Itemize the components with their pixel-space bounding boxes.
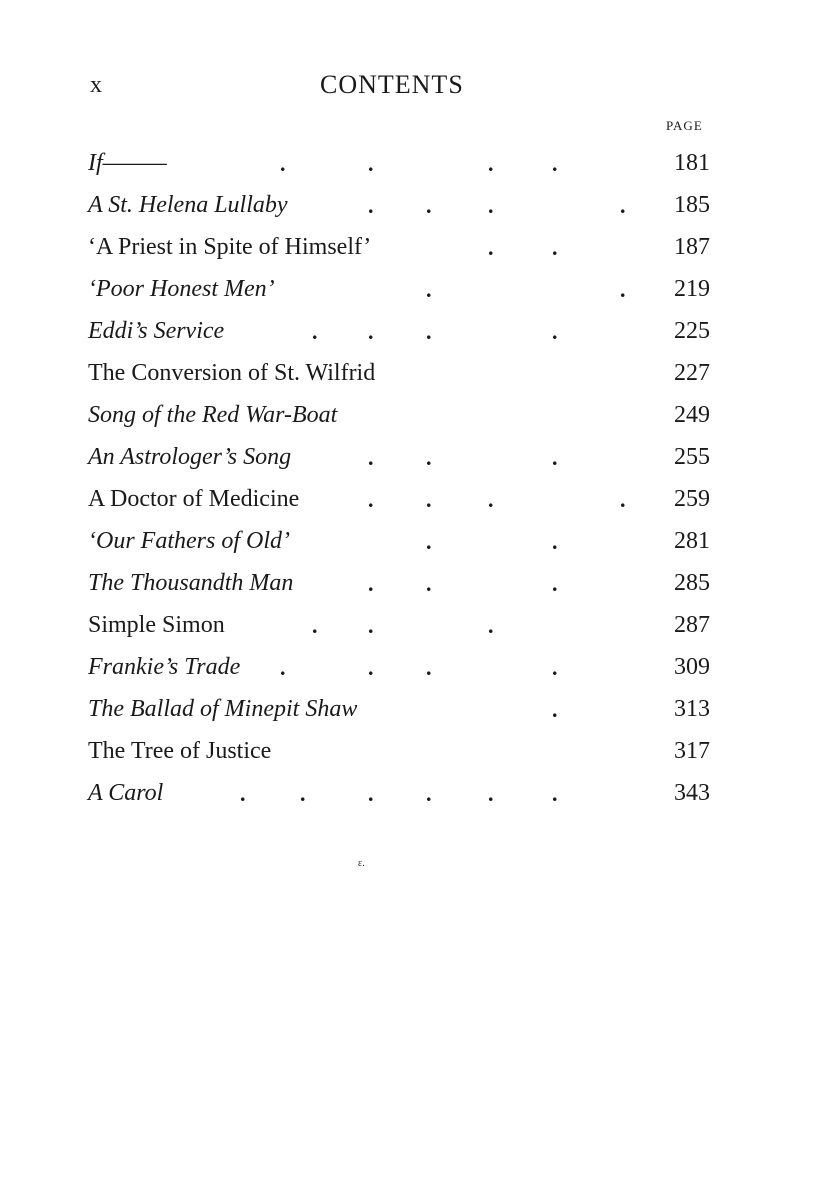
leader-dots: [88, 781, 648, 809]
toc-entry-page: 285: [674, 570, 710, 596]
leader-dot: .: [620, 193, 626, 218]
toc-entry-page: 259: [674, 486, 710, 512]
toc-entry-title: Simple Simon: [88, 612, 225, 638]
leader-dot: .: [426, 193, 432, 218]
leader-dot: .: [488, 487, 494, 512]
toc-entry-title: Frankie’s Trade: [88, 654, 241, 680]
leader-dot: .: [312, 613, 318, 638]
leader-dot: .: [552, 571, 558, 596]
toc-entry-page: 249: [674, 402, 710, 428]
toc-entry-page: 219: [674, 276, 710, 302]
toc-entry-title: ‘A Priest in Spite of Himself’: [88, 234, 372, 260]
toc-entry-page: 187: [674, 234, 710, 260]
toc-entry-page: 281: [674, 528, 710, 554]
toc-entry-page: 225: [674, 318, 710, 344]
leader-dots: [88, 655, 648, 683]
leader-dots: [88, 487, 648, 515]
leader-dot: .: [426, 319, 432, 344]
toc-entry-title: ‘Poor Honest Men’: [88, 276, 275, 302]
leader-dot: .: [552, 529, 558, 554]
leader-dot: .: [368, 613, 374, 638]
leader-dot: .: [426, 781, 432, 806]
leader-dots: [88, 445, 648, 473]
stray-mark: ε.: [358, 858, 365, 869]
leader-dots: [88, 193, 648, 221]
toc-entry-page: 317: [674, 738, 710, 764]
leader-dots: [88, 403, 648, 431]
toc-entry: [88, 523, 710, 565]
leader-dot: .: [426, 571, 432, 596]
leader-dots: [88, 277, 648, 305]
toc-entry: [88, 439, 710, 481]
leader-dot: .: [552, 697, 558, 722]
toc-entry: [88, 565, 710, 607]
toc-entry: [88, 733, 710, 775]
toc-entry: [88, 145, 710, 187]
toc-entry: [88, 649, 710, 691]
toc-entry-title: The Tree of Justice: [88, 738, 272, 764]
leader-dot: .: [426, 655, 432, 680]
toc-entry-page: 255: [674, 444, 710, 470]
leader-dot: .: [488, 781, 494, 806]
leader-dot: .: [368, 445, 374, 470]
leader-dot: .: [620, 277, 626, 302]
toc-entry-title: Eddi’s Service: [88, 318, 225, 344]
toc-entry: [88, 397, 710, 439]
leader-dot: .: [280, 151, 286, 176]
leader-dot: .: [368, 781, 374, 806]
leader-dot: .: [488, 235, 494, 260]
leader-dots: [88, 235, 648, 263]
leader-dots: [88, 739, 648, 767]
toc-entry-title: If———: [88, 150, 167, 176]
leader-dot: .: [426, 445, 432, 470]
leader-dots: [88, 697, 648, 725]
toc-entry-title: Song of the Red War-Boat: [88, 402, 338, 428]
table-of-contents: [88, 145, 710, 817]
toc-entry-page: 287: [674, 612, 710, 638]
leader-dots: [88, 529, 648, 557]
toc-entry-title: The Ballad of Minepit Shaw: [88, 696, 358, 722]
leader-dot: .: [368, 571, 374, 596]
toc-entry-title: A Carol: [88, 780, 164, 806]
leader-dot: .: [240, 781, 246, 806]
leader-dots: [88, 319, 648, 347]
leader-dot: .: [552, 235, 558, 260]
leader-dot: .: [552, 781, 558, 806]
leader-dot: .: [552, 151, 558, 176]
leader-dots: [88, 361, 648, 389]
running-head: CONTENTS: [320, 70, 464, 99]
toc-entry-title: A Doctor of Medicine: [88, 486, 300, 512]
leader-dot: .: [368, 193, 374, 218]
toc-entry: [88, 607, 710, 649]
toc-entry-page: 185: [674, 192, 710, 218]
toc-entry-page: 181: [674, 150, 710, 176]
leader-dot: .: [488, 613, 494, 638]
leader-dot: .: [280, 655, 286, 680]
leader-dot: .: [620, 487, 626, 512]
toc-entry-title: The Conversion of St. Wilfrid: [88, 360, 376, 386]
toc-entry-page: 227: [674, 360, 710, 386]
leader-dots: [88, 151, 648, 179]
leader-dot: .: [426, 487, 432, 512]
toc-entry: [88, 775, 710, 817]
leader-dot: .: [426, 529, 432, 554]
leader-dot: .: [426, 277, 432, 302]
page-column-label: PAGE: [666, 118, 703, 133]
toc-entry-page: 313: [674, 696, 710, 722]
page-number: x: [90, 72, 102, 98]
leader-dot: .: [552, 319, 558, 344]
leader-dot: .: [300, 781, 306, 806]
toc-entry-title: An Astrologer’s Song: [88, 444, 292, 470]
toc-entry-title: A St. Helena Lullaby: [88, 192, 288, 218]
leader-dot: .: [368, 319, 374, 344]
leader-dots: [88, 571, 648, 599]
toc-entry-page: 343: [674, 780, 710, 806]
toc-entry: [88, 229, 710, 271]
leader-dot: .: [488, 193, 494, 218]
toc-entry-page: 309: [674, 654, 710, 680]
toc-entry: [88, 187, 710, 229]
leader-dot: .: [552, 655, 558, 680]
leader-dot: .: [488, 151, 494, 176]
leader-dot: .: [312, 319, 318, 344]
leader-dot: .: [368, 487, 374, 512]
toc-entry: [88, 271, 710, 313]
toc-entry-title: ‘Our Fathers of Old’: [88, 528, 290, 554]
leader-dot: .: [552, 445, 558, 470]
toc-entry: [88, 691, 710, 733]
leader-dot: .: [368, 151, 374, 176]
toc-entry: [88, 355, 710, 397]
toc-entry-title: The Thousandth Man: [88, 570, 294, 596]
toc-entry: [88, 313, 710, 355]
leader-dots: [88, 613, 648, 641]
toc-entry: [88, 481, 710, 523]
leader-dot: .: [368, 655, 374, 680]
